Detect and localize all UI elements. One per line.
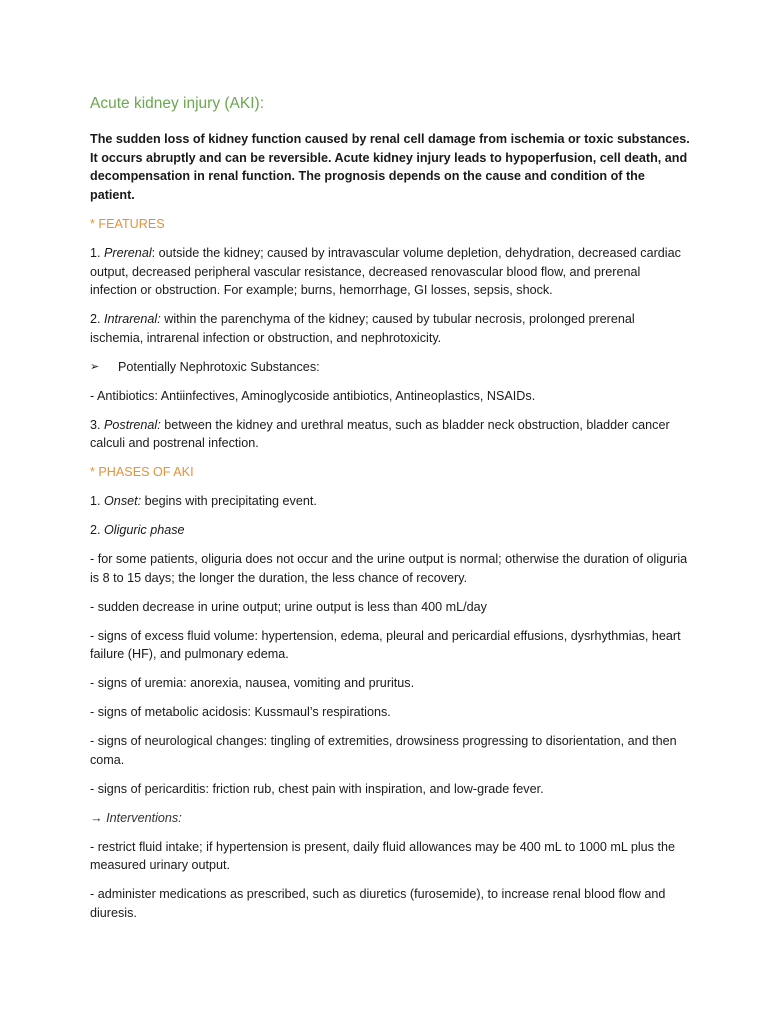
intrarenal-number: 2. [90, 312, 101, 326]
intrarenal-text: within the parenchyma of the kidney; caused by tubular necrosis, prolonged prerenal ischemia, intrarenal infection or obstruction, and nephrotoxicity. [90, 312, 635, 345]
phases-heading: * PHASES OF AKI [90, 465, 194, 479]
document-title: Acute kidney injury (AKI): [90, 95, 265, 112]
postrenal-text: between the kidney and urethral meatus, such as bladder neck obstruction, bladder cancer calculi and postrenal infection. [90, 417, 670, 450]
oliguric-item: - for some patients, oliguria does not occur and the urine output is normal; otherwise the duration of oliguria is 8 to 15 days; the longer the duration, the less chance of recovery. [90, 552, 688, 585]
oliguric-item: - signs of pericarditis: friction rub, chest pain with inspiration, and low-grade fever. [90, 781, 544, 796]
oliguric-item: - signs of metabolic acidosis: Kussmaul’s respirations. [90, 705, 391, 719]
onset-term: Onset: [104, 494, 142, 508]
onset-number: 1. [90, 494, 101, 508]
oliguric-item: - sudden decrease in urine output; urine output is less than 400 mL/day [90, 599, 487, 614]
onset-paragraph [90, 492, 690, 511]
postrenal-term: Postrenal: [104, 417, 161, 432]
prerenal-number: 1. [90, 246, 101, 260]
prerenal-text: : outside the kidney; caused by intravascular volume depletion, dehydration, decreased cardiac output, decreased peripheral vascular resistance, decreased renovascular blood flow, and prerenal infection or obstruction. For example; burns, hemorrhage, GI losses, sepsis, shock. [90, 246, 681, 297]
features-heading: * FEATURES [90, 217, 165, 231]
oliguric-item: - signs of neurological changes: tingling of extremities, drowsiness progressing to disorientation, and then coma. [90, 734, 677, 767]
prerenal-paragraph [90, 244, 690, 300]
intrarenal-paragraph [90, 310, 690, 347]
nephrotoxic-bullet [90, 358, 690, 377]
onset-text: begins with precipitating event. [141, 494, 317, 508]
document-body [90, 94, 690, 933]
postrenal-number: 3. [90, 417, 101, 432]
intro-paragraph: The sudden loss of kidney function caused by renal cell damage from ischemia or toxic substances. It occurs abruptly and can be reversible. Acute kidney injury leads to hypoperfusion, cell death, and decompensation in renal function. The prognosis depends on the cause and condition of the patient. [90, 132, 690, 202]
intervention-item: - administer medications as prescribed, such as diuretics (furosemide), to increase renal blood flow and diuresis. [90, 887, 666, 920]
intrarenal-term: Intrarenal: [104, 312, 161, 326]
nephrotoxic-label: Potentially Nephrotoxic Substances: [118, 359, 320, 374]
postrenal-paragraph [90, 416, 690, 453]
interventions-heading: → Interventions: [90, 810, 182, 825]
antibiotics-line: - Antibiotics: Antiinfectives, Aminoglycoside antibiotics, Antineoplastics, NSAIDs. [90, 388, 536, 403]
oliguric-paragraph [90, 521, 690, 540]
oliguric-item: - signs of uremia: anorexia, nausea, vomiting and pruritus. [90, 676, 415, 690]
oliguric-item: - signs of excess fluid volume: hypertension, edema, pleural and pericardial effusions, dysrhythmias, heart failure (HF), and pulmonary edema. [90, 628, 681, 661]
oliguric-number: 2. [90, 523, 101, 537]
prerenal-term: Prerenal [104, 246, 152, 260]
arrowhead-bullet-icon: ➢ [90, 360, 100, 373]
oliguric-term: Oliguric phase [104, 523, 185, 537]
intervention-item: - restrict fluid intake; if hypertension is present, daily fluid allowances may be 400 mL to 1000 mL plus the measured urinary output. [90, 839, 675, 872]
